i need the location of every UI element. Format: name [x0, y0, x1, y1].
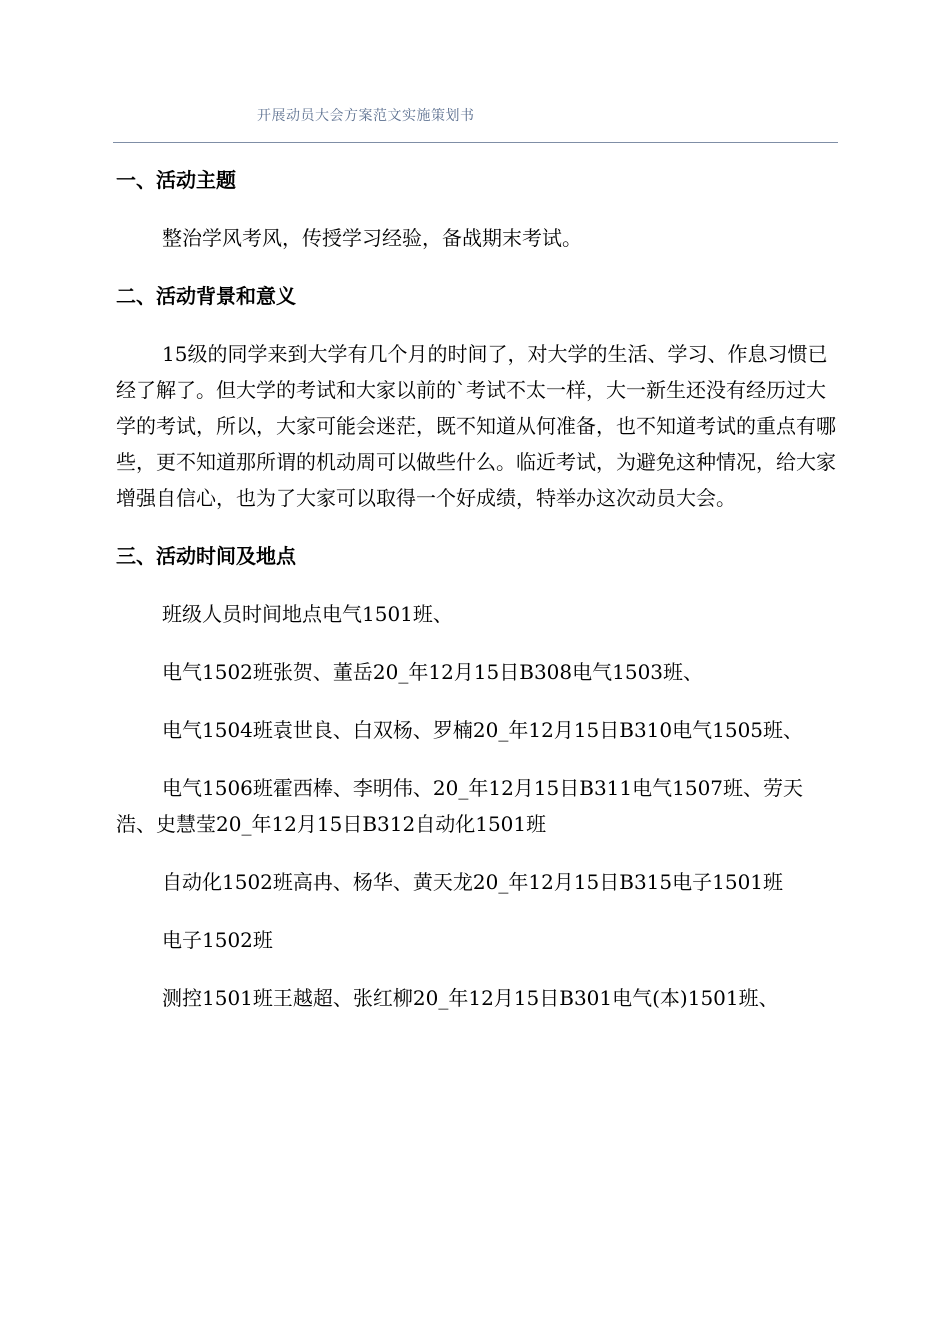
- section-paragraph: 自动化1502班高冉、杨华、黄天龙20_年12月15日B315电子1501班: [162, 870, 784, 894]
- document-body: [116, 162, 838, 1016]
- document-header-title: 开展动员大会方案范文实施策划书: [257, 108, 475, 124]
- section-paragraph: 电气1506班霍西棒、李明伟、20_年12月15日B311电气1507班、劳天浩、史慧莹20_年12月15日B312自动化1501班: [116, 776, 804, 836]
- section-paragraph: 班级人员时间地点电气1501班、: [162, 602, 453, 626]
- section-paragraph: 测控1501班王越超、张红柳20_年12月15日B301电气(本)1501班、: [162, 986, 779, 1010]
- section-paragraph: 电子1502班: [162, 928, 273, 952]
- section-heading-background: 二、活动背景和意义: [116, 284, 296, 308]
- header-divider: [113, 142, 838, 143]
- section-paragraph: 整治学风考风，传授学习经验，备战期末考试。: [162, 226, 582, 250]
- section-paragraph: 15级的同学来到大学有几个月的时间了，对大学的生活、学习、作息习惯已经了解了。但大学的考试和大家以前的`考试不太一样，大一新生还没有经历过大学的考试，所以，大家可能会迷茫，既不知道从何准备，也不知道考试的重点有哪些，更不知道那所谓的机动周可以做些什么。临近考试，为避免这种情况，给大家增强自信心，也为了大家可以取得一个好成绩，特举办这次动员大会。: [116, 342, 836, 510]
- section-heading-time-location: 三、活动时间及地点: [116, 544, 296, 568]
- section-heading-theme: 一、活动主题: [116, 168, 236, 192]
- section-paragraph: 电气1502班张贺、董岳20_年12月15日B308电气1503班、: [162, 660, 704, 684]
- section-paragraph: 电气1504班袁世良、白双杨、罗楠20_年12月15日B310电气1505班、: [162, 718, 804, 742]
